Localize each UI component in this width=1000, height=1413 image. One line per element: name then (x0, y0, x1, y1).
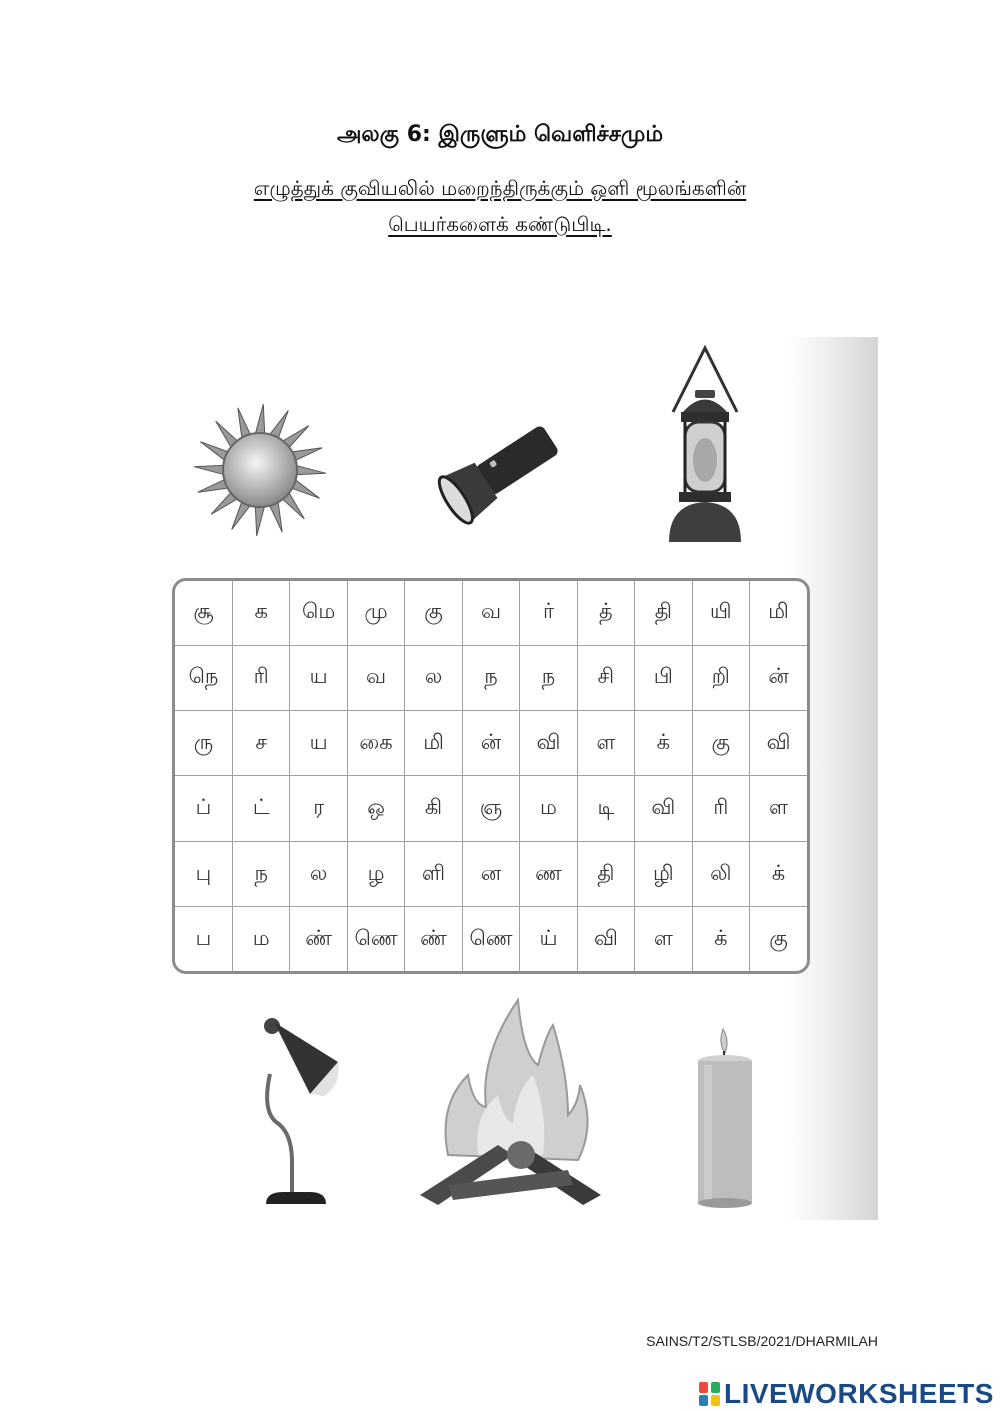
grid-cell[interactable]: லி (692, 841, 749, 906)
grid-cell[interactable]: ப் (175, 776, 232, 841)
grid-cell[interactable]: ந (520, 645, 577, 710)
grid-cell[interactable]: கு (405, 581, 462, 645)
grid-cell[interactable]: ய (290, 711, 347, 776)
campfire-icon (418, 995, 603, 1214)
grid-cell[interactable]: சி (577, 645, 634, 710)
grid-cell[interactable]: வி (635, 776, 692, 841)
grid-cell[interactable]: ச (232, 711, 289, 776)
grid-cell[interactable]: ரி (232, 645, 289, 710)
brand-name: LIVEWORKSHEETS (724, 1378, 994, 1409)
grid-cell[interactable]: மெ (290, 581, 347, 645)
grid-cell[interactable]: ண (520, 841, 577, 906)
grid-cell[interactable]: ரு (175, 711, 232, 776)
grid-cell[interactable]: தி (635, 581, 692, 645)
candle-icon (690, 1025, 760, 1214)
grid-cell[interactable]: வ (347, 645, 404, 710)
lantern-icon (655, 342, 755, 554)
grid-cell[interactable]: ப (175, 907, 232, 971)
grid-cell[interactable]: ம (232, 907, 289, 971)
grid-cell[interactable]: ம (520, 776, 577, 841)
word-search-grid (172, 578, 810, 974)
grid-row (175, 645, 807, 710)
grid-cell[interactable]: நெ (175, 645, 232, 710)
grid-cell[interactable]: க (232, 581, 289, 645)
grid-row (175, 711, 807, 776)
grid-row (175, 907, 807, 971)
grid-cell[interactable]: க் (750, 841, 807, 906)
grid-cell[interactable]: ஞ (462, 776, 519, 841)
grid-cell[interactable]: யி (692, 581, 749, 645)
sun-icon (190, 400, 330, 544)
grid-row (175, 581, 807, 645)
grid-cell[interactable]: கி (405, 776, 462, 841)
liveworksheets-brand[interactable] (698, 1378, 994, 1410)
grid-cell[interactable]: பி (635, 645, 692, 710)
grid-cell[interactable]: கு (750, 907, 807, 971)
grid-cell[interactable]: ட் (232, 776, 289, 841)
grid-cell[interactable]: ஒ (347, 776, 404, 841)
grid-cell[interactable]: கை (347, 711, 404, 776)
grid-cell[interactable]: கு (692, 711, 749, 776)
instruction-line-1 (0, 176, 1000, 203)
grid-cell[interactable]: ணெ (462, 907, 519, 971)
grid-row (175, 776, 807, 841)
grid-cell[interactable]: ள (635, 907, 692, 971)
grid-cell[interactable]: த் (577, 581, 634, 645)
grid-cell[interactable]: தி (577, 841, 634, 906)
grid-cell[interactable]: ந (232, 841, 289, 906)
grid-cell[interactable]: ய (290, 645, 347, 710)
grid-cell[interactable]: ண் (405, 907, 462, 971)
grid-cell[interactable]: ல (405, 645, 462, 710)
desk-lamp-icon (238, 1012, 348, 1216)
instruction-text-2: பெயர்களைக் கண்டுபிடி. (388, 212, 612, 236)
grid-cell[interactable]: ய் (520, 907, 577, 971)
grid-cell[interactable]: மு (347, 581, 404, 645)
grid-cell[interactable]: பு (175, 841, 232, 906)
grid-cell[interactable]: க் (692, 907, 749, 971)
grid-cell[interactable]: டி (577, 776, 634, 841)
grid-cell[interactable]: ன் (750, 645, 807, 710)
grid-cell[interactable]: ழ (347, 841, 404, 906)
grid-cell[interactable]: ன (462, 841, 519, 906)
grid-cell[interactable]: ல (290, 841, 347, 906)
page-title: அலகு 6: இருளும் வெளிச்சமும் (336, 122, 664, 147)
grid-cell[interactable]: வ (462, 581, 519, 645)
instruction-text-1: எழுத்துக் குவியலில் மறைந்திருக்கும் ஒளி மூலங்களின் (253, 176, 747, 200)
grid-cell[interactable]: ந (462, 645, 519, 710)
footer-code: SAINS/T2/STLSB/2021/DHARMILAH (646, 1333, 878, 1349)
grid-cell[interactable]: க் (635, 711, 692, 776)
grid-cell[interactable]: றி (692, 645, 749, 710)
grid-cell[interactable]: ன் (462, 711, 519, 776)
grid-cell[interactable]: ணெ (347, 907, 404, 971)
grid-cell[interactable]: ரி (692, 776, 749, 841)
grid-cell[interactable]: ழி (635, 841, 692, 906)
grid-cell[interactable]: ள (577, 711, 634, 776)
grid-cell[interactable]: வி (577, 907, 634, 971)
grid-cell[interactable]: ள (750, 776, 807, 841)
liveworksheets-logo-icon (698, 1381, 722, 1407)
grid-cell[interactable]: மி (405, 711, 462, 776)
grid-row (175, 841, 807, 906)
grid-cell[interactable]: வி (750, 711, 807, 776)
grid-cell[interactable]: வி (520, 711, 577, 776)
instruction-line-2 (0, 212, 1000, 239)
grid-cell[interactable]: சூ (175, 581, 232, 645)
grid-cell[interactable]: ளி (405, 841, 462, 906)
grid-cell[interactable]: ர (290, 776, 347, 841)
grid-cell[interactable]: மி (750, 581, 807, 645)
grid-cell[interactable]: ண் (290, 907, 347, 971)
flashlight-icon (435, 405, 570, 539)
grid-cell[interactable]: ர் (520, 581, 577, 645)
